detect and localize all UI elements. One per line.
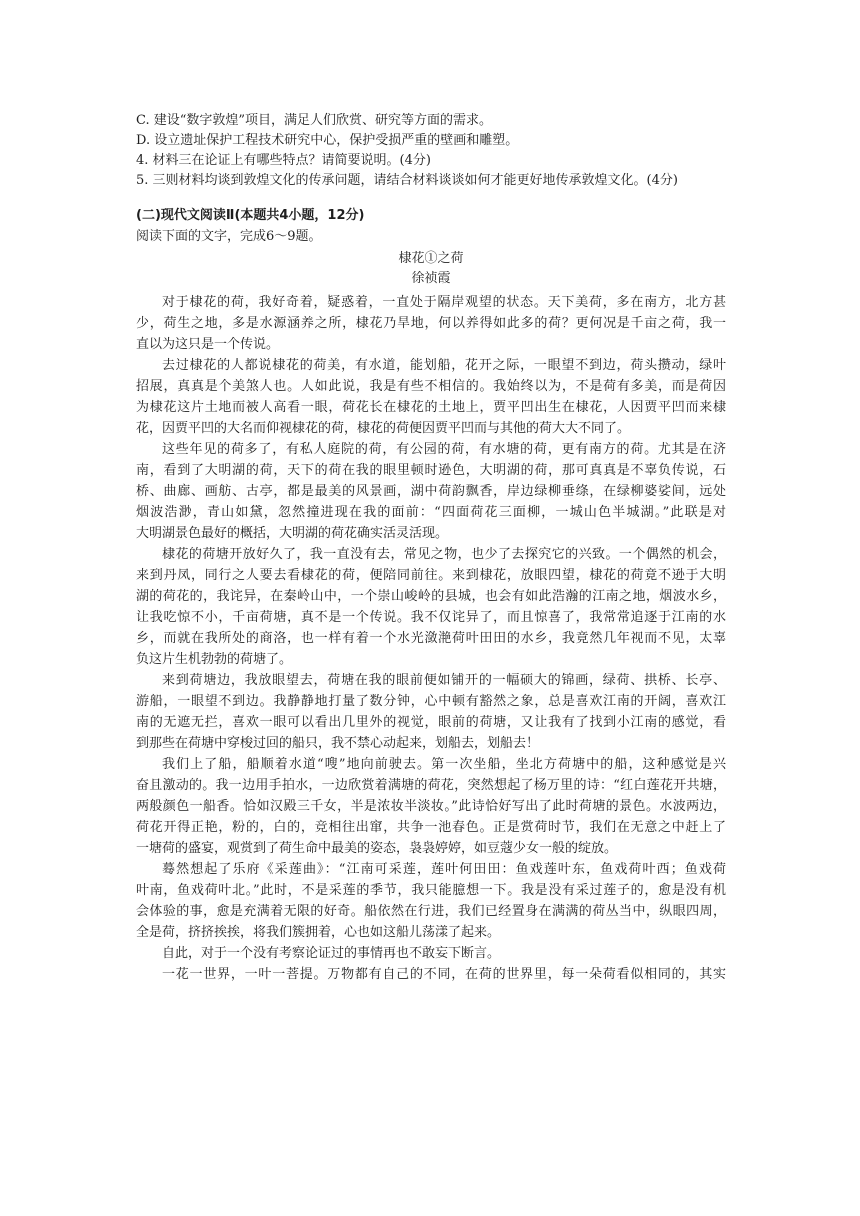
article-line: 大明湖景色最好的概括，大明湖的荷花确实活灵活现。	[136, 526, 449, 541]
question-4: 4. 材料三在论证上有哪些特点？请简要说明。(4分)	[136, 153, 431, 168]
article-line: 招展，真真是个美煞人也。人如此说，我是有些不相信的。我始终以为，不是荷有多美，而是荷因	[136, 379, 726, 394]
article-line: 为棣花这片土地而被人高看一眼，荷花长在棣花的土地上，贾平凹出生在棣花，人因贾平凹而来棣	[136, 400, 726, 415]
article-line: 奋且激动的。我一边用手拍水，一边欣赏着满塘的荷花，突然想起了杨万里的诗：“红白莲花开共塘，	[136, 778, 726, 793]
article-line: 桥、曲廊、画舫、古亭，都是最美的风景画，湖中荷韵飘香，岸边绿柳垂绦，在绿柳婆娑间，远处	[136, 484, 726, 499]
article-line: 让我吃惊不小，千亩荷塘，真不是一个传说。我不仅诧异了，而且惊喜了，我常常追逐于江南的水	[136, 610, 726, 625]
article-line: 到那些在荷塘中穿梭过回的船只，我不禁心动起来，划船去，划船去！	[136, 736, 540, 751]
article-author: 徐祯霞	[411, 271, 451, 286]
article-line: 我们上了船，船顺着水道“嗖”地向前驶去。第一次坐船，坐北方荷塘中的船，这种感觉是兴	[162, 757, 726, 772]
article-title: 棣花①之荷	[398, 251, 464, 266]
article-line: 荷花开得正艳，粉的，白的，竞相往出窜，共争一池春色。正是赏荷时节，我们在无意之中赶上了	[136, 820, 726, 835]
article-line: 少，荷生之地，多是水源涵养之所，棣花乃旱地，何以养得如此多的荷？更何况是千亩之荷，我一	[136, 316, 726, 331]
article-line: 一塘荷的盛宴，观赏到了荷生命中最美的姿态，袅袅婷婷，如豆蔻少女一般的绽放。	[136, 841, 618, 856]
article-line: 对于棣花的荷，我好奇着，疑惑着，一直处于隔岸观望的状态。天下美荷，多在南方，北方甚	[162, 295, 726, 310]
article-line: 来到荷塘边，我放眼望去，荷塘在我的眼前便如铺开的一幅硕大的锦画，绿荷、拱桥、长亭、	[162, 673, 726, 688]
article-line: 烟波浩渺，青山如黛，忽然撞进现在我的面前：“四面荷花三面柳，一城山色半城湖。”此联是对	[136, 505, 726, 520]
article-line: 两般颜色一船香。恰如汉殿三千女，半是浓妆半淡妆。”此诗恰好写出了此时荷塘的景色。水波两边，	[136, 799, 726, 814]
section-heading: (二)现代文阅读Ⅱ(本题共4小题，12分)	[136, 208, 365, 223]
article-line: 直以为这只是一个传说。	[136, 337, 280, 352]
article-line: 棣花的荷塘开放好久了，我一直没有去，常见之物，也少了去探究它的兴致。一个偶然的机会，	[162, 547, 726, 562]
article-line: 游船，一眼望不到边。我静静地打量了数分钟，心中顿有豁然之象，总是喜欢江南的开阔，喜欢江	[136, 694, 726, 709]
article-line: 花，因贾平凹的大名而仰视棣花的荷，棣花的荷便因贾平凹而与其他的荷大大不同了。	[136, 421, 631, 436]
article-line: 南，看到了大明湖的荷，天下的荷在我的眼里顿时逊色，大明湖的荷，那可真真是不辜负传说，石	[136, 463, 726, 478]
article-line: 一花一世界，一叶一菩提。万物都有自己的不同，在荷的世界里，每一朵荷看似相同的，其实	[162, 967, 726, 982]
question-5: 5. 三则材料均谈到敦煌文化的传承问题，请结合材料谈谈如何才能更好地传承敦煌文化。(4分)	[136, 173, 678, 188]
article-line: 湖的荷花的，我诧异，在秦岭山中，一个崇山峻岭的县城，也会有如此浩瀚的江南之地，烟波水乡，	[136, 589, 726, 604]
article-line: 这些年见的荷多了，有私人庭院的荷，有公园的荷，有水塘的荷，更有南方的荷。尤其是在济	[162, 442, 726, 457]
article-line: 乡，而就在我所处的商洛，也一样有着一个水光潋滟荷叶田田的水乡，我竟然几年视而不见，太辜	[136, 631, 726, 646]
article-line: 会体验的事，愈是充满着无限的好奇。船依然在行进，我们已经置身在满满的荷丛当中，纵眼四周，	[136, 904, 726, 919]
article-line: 来到丹凤，同行之人要去看棣花的荷，便陪同前往。来到棣花，放眼四望，棣花的荷竟不逊于大明	[136, 568, 726, 583]
article-line: 去过棣花的人都说棣花的荷美，有水道，能划船，花开之际，一眼望不到边，荷头攒动，绿叶	[162, 358, 726, 373]
article-line: 蓦然想起了乐府《采莲曲》：“江南可采莲，莲叶何田田：鱼戏莲叶东，鱼戏荷叶西；鱼戏荷	[162, 862, 726, 877]
option-c: C. 建设“数字敦煌”项目，满足人们欣赏、研究等方面的需求。	[136, 113, 493, 128]
option-d: D. 设立遗址保护工程技术研究中心，保护受损严重的壁画和雕塑。	[136, 133, 519, 148]
article-line: 南的无遮无拦，喜欢一眼可以看出几里外的视觉，眼前的荷塘，又让我有了找到小江南的感觉，看	[136, 715, 726, 730]
article-line: 负这片生机勃勃的荷塘了。	[136, 652, 293, 667]
article-line: 叶南，鱼戏荷叶北。”此时，不是采莲的季节，我只能臆想一下。我是没有采过莲子的，愈是没有机	[136, 883, 726, 898]
article-line: 全是荷，挤挤挨挨，将我们簇拥着，心也如这船儿荡漾了起来。	[136, 925, 501, 940]
article-line: 自此，对于一个没有考察论证过的事情再也不敢妄下断言。	[162, 946, 501, 961]
section-instruction: 阅读下面的文字，完成6～9题。	[136, 229, 322, 244]
